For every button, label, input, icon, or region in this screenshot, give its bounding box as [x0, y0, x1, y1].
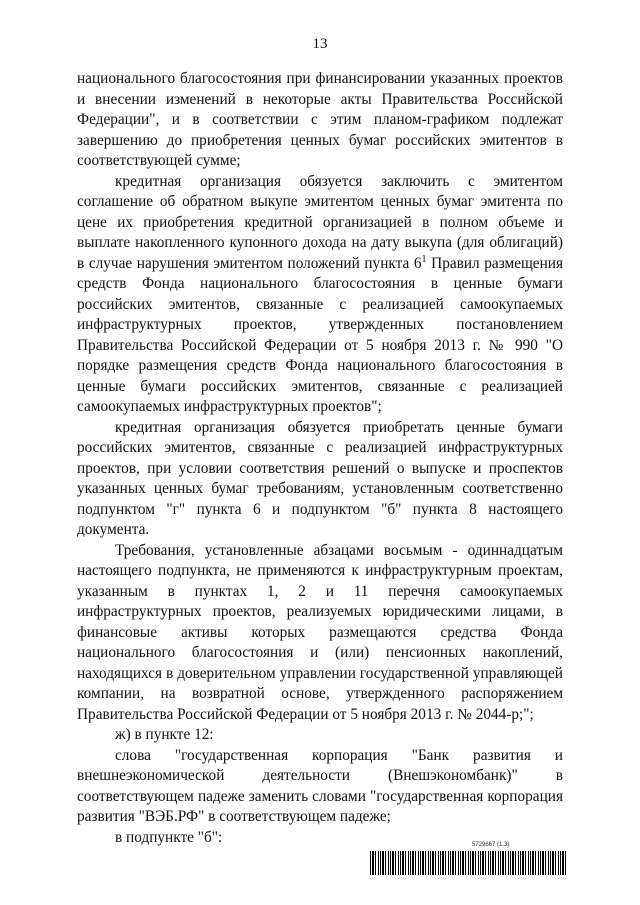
document-body — [77, 69, 563, 848]
paragraph-1: национального благосостояния при финансировании указанных проектов и внесении изменений в некоторые акты Правительства Российской Федерации", и в соответствии с этим планом-графиком подлежат завершению до приобретения ценных бумаг российских эмитентов в соответствующей сумме; — [77, 70, 563, 169]
paragraph-6: слова "государственная корпорация "Банк развития и внешнеэкономической деятельности (Внешэкономбанк)" в соответствующем падеже заменить словами "государственная корпорация развития "ВЭБ.РФ" в соответствующем падеже; — [77, 746, 563, 825]
paragraph-2-before: кредитная организация обязуется заключить с эмитентом соглашение об обратном выкупе эмитентом ценных бумаг эмитента по цене их приобретения кредитной организацией в полном объеме и выплате накопленного купонного дохода на дату выкупа (для облигаций) в случае нарушения эмитентом положений пункта 6 — [77, 172, 563, 272]
paragraph-3: кредитная организация обязуется приобретать ценные бумаги российских эмитентов, связанные с реализацией инфраструктурных проектов, при условии соответствия решений о выпуске и проспектов указанных ценных бумаг требованиям, установленным соответственно подпунктом "г" пункта 6 и подпунктом "б" пункта 8 настоящего документа. — [77, 418, 563, 538]
barcode — [370, 851, 568, 875]
paragraph-4: Требования, установленные абзацами восьмым - одиннадцатым настоящего подпункта, не применяются к инфраструктурным проектам, указанным в пунктах 1, 2 и 11 перечня самоокупаемых инфраструктурных проектов, реализуемых юридическими лицами, в финансовые активы которых размещаются средства Фонда национального благосостояния и (или) пенсионных накоплений, находящихся в доверительном управлении государственной управляющей компании, на возвратной основе, утвержденного распоряжением Правительства Российской Федерации от 5 ноября 2013 г. № 2044-р;"; — [77, 541, 563, 723]
superscript: 1 — [421, 253, 427, 265]
paragraph-5: ж) в пункте 12: — [115, 726, 214, 743]
paragraph-2-after: Правил размещения средств Фонда национального благосостояния в ценные бумаги российских эмитентов, связанные с реализацией самоокупаемых инфраструктурных проектов, утвержденных постановлением Правительства Российской Федерации от 5 ноября 2013 г. № 990 "О порядке размещения средств Фонда национального благосостояния в ценные бумаги российских эмитентов, связанные с реализацией самоокупаемых инфраструктурных проектов"; — [77, 254, 563, 415]
paragraph-2 — [77, 172, 563, 418]
paragraph-7: в подпункте "б": — [115, 828, 223, 846]
document-code: 5729667 (1.3) — [472, 842, 510, 848]
page-number: 13 — [312, 36, 328, 52]
